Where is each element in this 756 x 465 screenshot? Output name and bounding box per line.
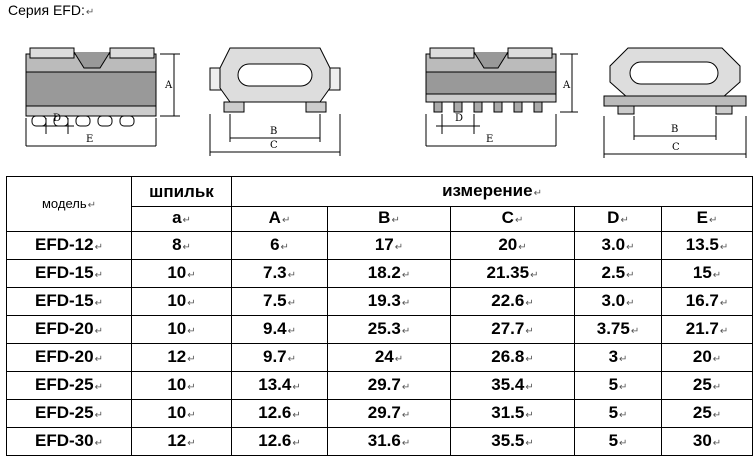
cell-e: 21.7↵: [662, 316, 753, 344]
drawing-left-front-view: [26, 48, 180, 146]
cell-b: 17↵: [328, 232, 451, 260]
cell-e: 13.5↵: [662, 232, 753, 260]
cell-model: EFD-25↵: [7, 372, 132, 400]
table-row: [7, 288, 753, 316]
cell-e: 30↵: [662, 428, 753, 456]
header-col-a: A↵: [232, 207, 328, 232]
cell-e: 25↵: [662, 400, 753, 428]
cell-e: 25↵: [662, 372, 753, 400]
cell-model: EFD-25↵: [7, 400, 132, 428]
cell-a: 13.4↵: [232, 372, 328, 400]
cell-pins: 10↵: [132, 316, 232, 344]
cell-d: 3↵: [575, 344, 662, 372]
right-top-dim-b: B: [671, 124, 679, 135]
cell-a: 12.6↵: [232, 428, 328, 456]
cell-a: 6↵: [232, 232, 328, 260]
technical-drawings: [0, 18, 756, 174]
cell-b: 31.6↵: [328, 428, 451, 456]
cell-d: 2.5↵: [575, 260, 662, 288]
drawing-right-front-view: [426, 48, 578, 146]
cell-a: 9.7↵: [232, 344, 328, 372]
cell-b: 19.3↵: [328, 288, 451, 316]
cell-model: EFD-15↵: [7, 260, 132, 288]
right-front-dim-a: A: [563, 80, 571, 91]
left-front-dim-a: A: [165, 80, 173, 91]
right-top-dim-c: C: [672, 142, 680, 153]
cell-pins: 12↵: [132, 428, 232, 456]
cell-model: EFD-20↵: [7, 316, 132, 344]
series-title: [8, 2, 94, 18]
cell-e: 16.7↵: [662, 288, 753, 316]
cell-c: 35.5↵: [451, 428, 575, 456]
cell-d: 5↵: [575, 372, 662, 400]
table-row: [7, 232, 753, 260]
cell-e: 15↵: [662, 260, 753, 288]
left-front-dim-e: E: [86, 134, 94, 145]
cell-b: 25.3↵: [328, 316, 451, 344]
cell-model: EFD-12↵: [7, 232, 132, 260]
series-title-text: Серия EFD:: [8, 2, 85, 18]
header-col-e: E↵: [662, 207, 753, 232]
cell-pins: 8↵: [132, 232, 232, 260]
cell-d: 3.0↵: [575, 288, 662, 316]
cell-c: 35.4↵: [451, 372, 575, 400]
cell-d: 5↵: [575, 400, 662, 428]
cell-a: 7.5↵: [232, 288, 328, 316]
cell-d: 3.75↵: [575, 316, 662, 344]
cell-c: 20↵: [451, 232, 575, 260]
cell-pins: 10↵: [132, 400, 232, 428]
cell-d: 5↵: [575, 428, 662, 456]
cell-pins: 10↵: [132, 260, 232, 288]
left-front-dim-d: D: [53, 113, 62, 124]
cell-model: EFD-15↵: [7, 288, 132, 316]
table-row: [7, 372, 753, 400]
table-row: [7, 428, 753, 456]
header-pins-line1: шпильк: [132, 177, 232, 207]
cell-a: 9.4↵: [232, 316, 328, 344]
left-top-dim-b: B: [270, 126, 278, 137]
cell-c: 27.7↵: [451, 316, 575, 344]
table-row: [7, 344, 753, 372]
cell-model: EFD-30↵: [7, 428, 132, 456]
cell-a: 12.6↵: [232, 400, 328, 428]
cell-b: 29.7↵: [328, 372, 451, 400]
drawing-left-top-view: [210, 48, 340, 156]
dimensions-table-body: [7, 177, 753, 456]
table-row: [7, 316, 753, 344]
cell-c: 26.8↵: [451, 344, 575, 372]
cell-pins: 12↵: [132, 344, 232, 372]
cell-pins: 10↵: [132, 288, 232, 316]
cell-b: 29.7↵: [328, 400, 451, 428]
header-row-1: [7, 177, 753, 207]
return-mark: ↵: [85, 7, 95, 18]
header-col-b: B↵: [328, 207, 451, 232]
right-front-dim-e: E: [486, 134, 494, 145]
cell-b: 24↵: [328, 344, 451, 372]
drawing-right-top-view: [604, 48, 746, 158]
cell-pins: 10↵: [132, 372, 232, 400]
header-model: модель↵: [7, 177, 132, 232]
header-col-d: D↵: [575, 207, 662, 232]
cell-c: 22.6↵: [451, 288, 575, 316]
right-front-dim-d: D: [455, 113, 464, 124]
cell-c: 31.5↵: [451, 400, 575, 428]
table-row: [7, 400, 753, 428]
header-col-c: C↵: [451, 207, 575, 232]
left-top-dim-c: C: [270, 140, 278, 151]
header-pins-line2: а↵: [132, 207, 232, 232]
cell-a: 7.3↵: [232, 260, 328, 288]
cell-e: 20↵: [662, 344, 753, 372]
header-dimension: измерение↵: [232, 177, 753, 207]
cell-b: 18.2↵: [328, 260, 451, 288]
dimensions-table: [6, 176, 753, 456]
table-row: [7, 260, 753, 288]
cell-d: 3.0↵: [575, 232, 662, 260]
cell-model: EFD-20↵: [7, 344, 132, 372]
cell-c: 21.35↵: [451, 260, 575, 288]
